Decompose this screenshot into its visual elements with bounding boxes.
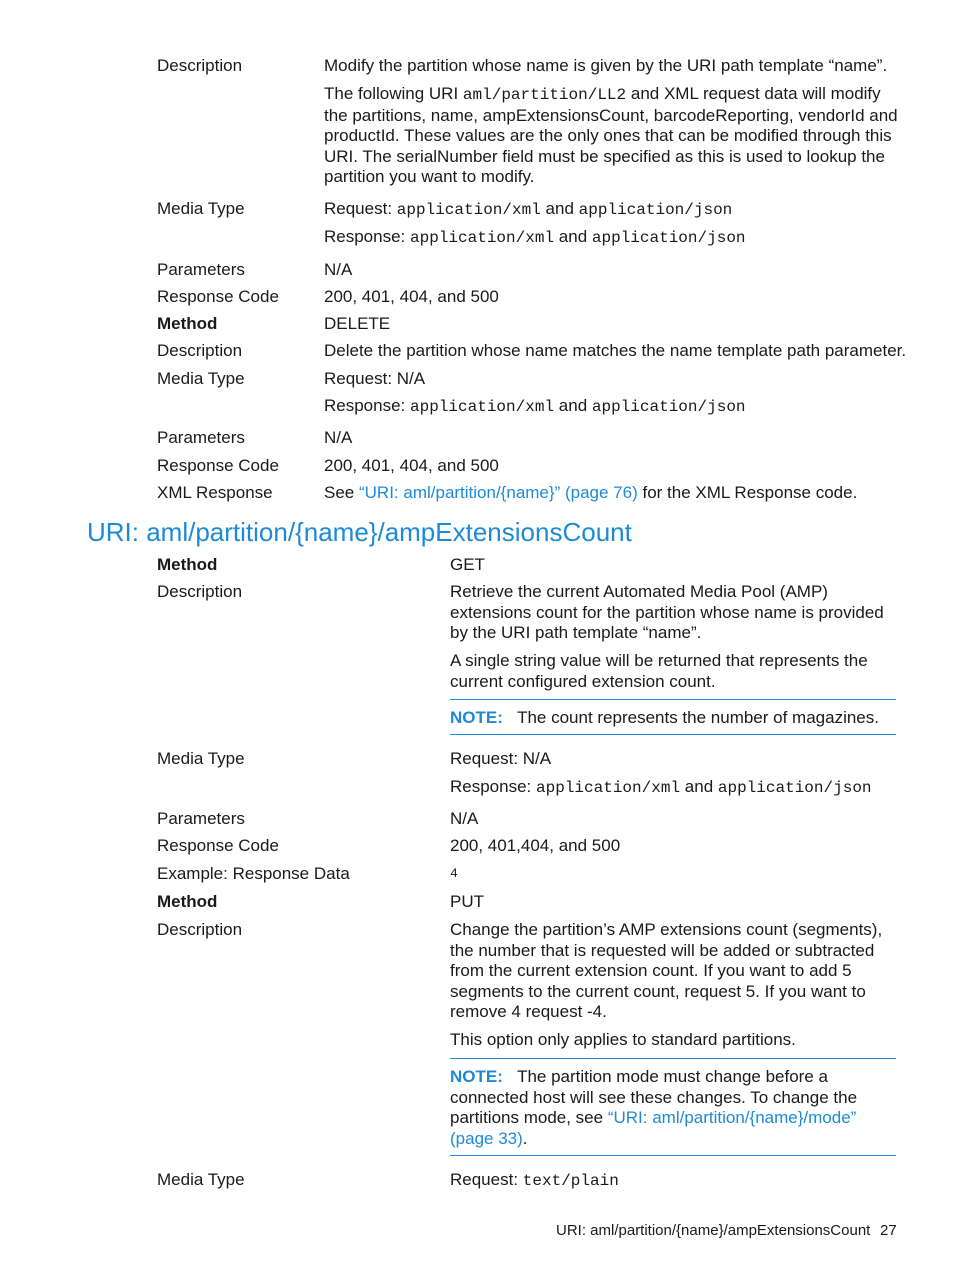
parameters-value: N/A [324,260,353,279]
response-code-value: 200, 401, 404, and 500 [324,456,499,475]
media-type-response [324,227,746,247]
parameters-value: N/A [324,428,353,447]
note [450,708,898,729]
method-label: Method [157,314,218,333]
parameters-label: Parameters [157,809,245,828]
parameters-label: Parameters [157,428,245,447]
media-type-label: Media Type [157,749,245,768]
method-value: DELETE [324,314,391,333]
code-json: application/json [717,779,872,797]
page-number: 27 [880,1222,897,1239]
media-type-request [450,1170,619,1190]
media-type-response [324,396,746,416]
example-label: Example: Response Data [157,864,350,883]
response-code-value: 200, 401, 404, and 500 [324,287,499,306]
code-json: application/json [591,398,746,416]
media-type-request: Request: N/A [324,369,426,388]
description-paragraph [324,84,898,188]
note-text: The partition mode must change before a connected host will see these changes. To change the partitions mode, see [450,1067,858,1128]
note [450,1067,896,1149]
description-text: Modify the partition whose name is given by the URI path template “name”. [324,56,888,75]
method-label: Method [157,892,218,911]
description-label: Description [157,56,243,75]
response-code-label: Response Code [157,287,279,306]
media-type-label: Media Type [157,1170,245,1189]
page-33-link[interactable]: “URI: aml/partition/{name}/mode” (page 33) [450,1108,857,1148]
code-xml: application/xml [396,201,541,219]
xml-response-label: XML Response [157,483,273,502]
section-heading: URI: aml/partition/{name}/ampExtensionsCount [87,517,632,547]
uri-code: aml/partition/LL2 [462,86,627,104]
media-type-label: Media Type [157,369,245,388]
and-word: and [545,199,574,218]
xml-response-tail: for the XML Response code. [642,483,858,502]
footer-title: URI: aml/partition/{name}/ampExtensionsCount [556,1222,871,1239]
media-type-response [450,777,872,797]
description-text: and XML request data will modify the partitions, name, ampExtensionsCount, barcodeReporting, vendorId and productId. These values are the only ones that can be modified through this URI. The serialNumber field must be specified as this is used to lookup the partition you want to modify. [324,84,898,187]
note-label: NOTE: [450,708,503,727]
code-xml: application/xml [536,779,681,797]
response-prefix: Response: [450,777,532,796]
media-type-label: Media Type [157,199,245,218]
note-text: The count represents the number of magazines. [517,708,879,727]
method-value: GET [450,555,485,574]
example-value: 4 [450,866,458,881]
and-word: and [558,227,588,246]
parameters-label: Parameters [157,260,245,279]
code-json: application/json [591,229,746,247]
response-prefix: Response: [324,227,406,246]
description-text: This option only applies to standard partitions. [450,1030,796,1049]
description-label: Description [157,920,243,939]
see-word: See [324,483,355,502]
page-76-link[interactable]: “URI: aml/partition/{name}” (page 76) [358,483,638,502]
description-text: Retrieve the current Automated Media Pool (AMP) extensions count for the partition whose name is provided by the URI path template “name”. [450,582,884,643]
note-bottom-rule [450,734,896,735]
and-word: and [558,396,588,415]
description-text: Delete the partition whose name matches the name template path parameter. [324,341,907,360]
code-text-plain: text/plain [522,1172,619,1190]
description-text: Change the partition’s AMP extensions count (segments), the number that is requested will be added or subtracted from the current extension count. If you want to add 5 segments to the current count, request 5. If you want to remove 4 request -4. [450,920,883,1022]
note-label: NOTE: [450,1067,503,1086]
request-prefix: Request: [450,1170,519,1189]
description-text: A single string value will be returned that represents the current configured extension count. [450,651,868,691]
note-top-rule [450,1058,896,1059]
and-word: and [684,777,714,796]
response-prefix: Response: [324,396,406,415]
response-code-label: Response Code [157,456,279,475]
media-type-request: Request: N/A [450,749,552,768]
parameters-value: N/A [450,809,479,828]
note-bottom-rule [450,1155,896,1156]
xml-response-value [324,483,857,503]
note-top-rule [450,699,896,700]
description-label: Description [157,341,243,360]
note-period: . [522,1128,528,1148]
media-type-request [324,199,732,219]
response-code-value: 200, 401,404, and 500 [450,836,621,855]
method-label: Method [157,555,218,574]
request-prefix: Request: [324,199,393,218]
description-label: Description [157,582,243,601]
method-value: PUT [450,892,484,911]
response-code-label: Response Code [157,836,279,855]
code-xml: application/xml [410,229,555,247]
code-json: application/json [578,201,733,219]
code-xml: application/xml [410,398,555,416]
description-text: The following URI [324,84,459,103]
